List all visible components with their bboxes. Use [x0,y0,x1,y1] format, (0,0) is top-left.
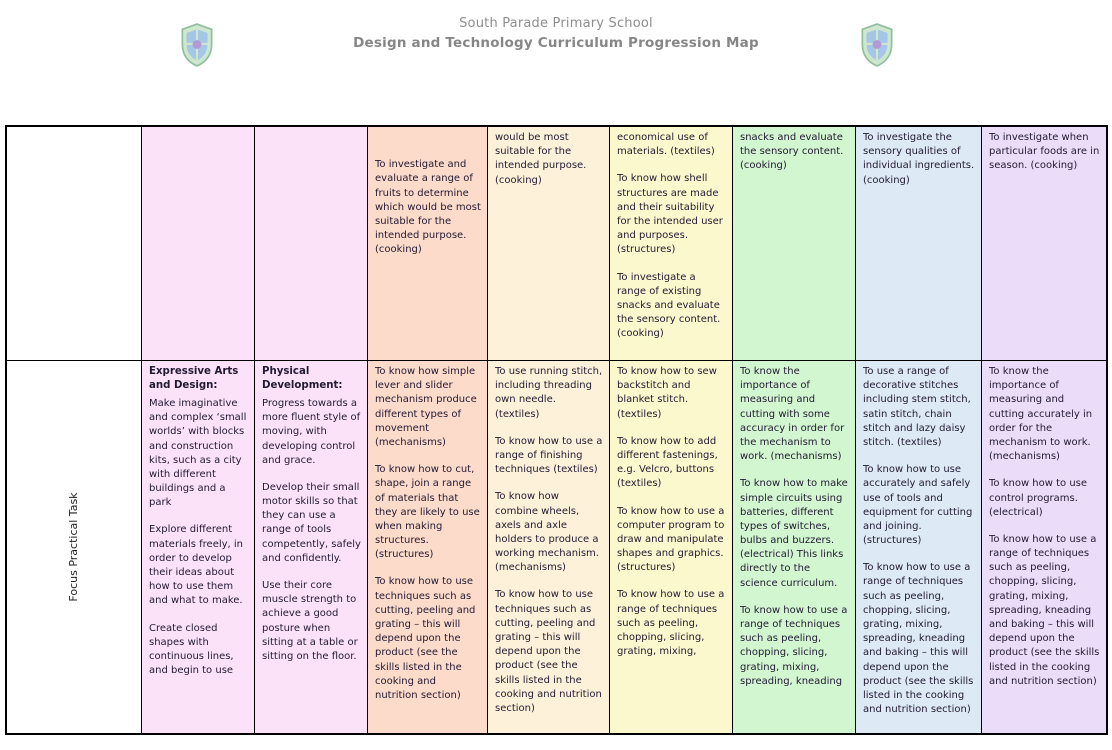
school-crest-left-icon [181,23,213,67]
cell-paragraph: To know how to use a range of finishing techniques (textiles) [495,435,603,476]
cell-paragraph: To know how combine wheels, axels and axle holders to produce a working mechanism. (mechanisms) [495,491,599,574]
cell-paragraph: Create closed shapes with continuous lines, and begin to use [149,622,234,677]
cell-paragraph: To use running stitch, including threading own needle. (textiles) [495,366,603,420]
school-name: South Parade Primary School [459,16,653,31]
cell-paragraph: To know how simple lever and slider mechanism produce different types of movement (mechanisms) [375,366,477,448]
table-cell [981,127,1106,360]
cell-paragraph: Make imaginative and complex ‘small worlds’ with blocks and construction kits, such as a city with different buildings and a park [149,397,247,509]
cell-paragraph: To know how to use a range of techniques such as peeling, chopping, slicing, grating, mixing, spreading, kneading [740,604,848,687]
page-title: Design and Technology Curriculum Progression Map [353,35,759,51]
table-cell [141,127,254,360]
table-cell [141,360,254,733]
cell-paragraph: To know how to use a range of techniques such as peeling, chopping, slicing, grating, mixing, spreading, kneading and baking – this will depend upon the product (see the skills listed in the cooking and nutrition section) [863,562,974,716]
cell-paragraph: Progress towards a more fluent style of moving, with developing control and grace. [262,397,361,466]
table-cell [732,127,855,360]
cell-paragraph: To investigate a range of existing snacks and evaluate the sensory content. (cooking) [617,271,721,340]
table-cell [367,127,487,360]
cell-paragraph: To know the importance of measuring and cutting accurately in order for the mechanism to work. (mechanisms) [989,366,1093,463]
cell-paragraph: To know how to use accurately and safely use of tools and equipment for cutting and joining. (structures) [863,464,973,547]
cell-paragraph: To know how to use a computer program to draw and manipulate shapes and graphics. (structures) [617,505,725,574]
cell-paragraph: To know how to use control programs. (electrical) [989,478,1088,518]
table-cell [981,360,1106,733]
cell-paragraph: To know how to sew backstitch and blanket stitch. (textiles) [617,366,717,420]
cell-paragraph: Expressive Arts and Design: [149,366,239,392]
cell-paragraph: To know how to use techniques such as cutting, peeling and grating – this will depend upon the product (see the skills listed in the cooking and nutrition section) [375,576,476,701]
table-cell [487,360,609,733]
header [0,16,1112,51]
cell-paragraph: Use their core muscle strength to achieve a good posture when sitting at a table or sitting on the floor. [262,580,358,662]
cell-paragraph: To know the importance of measuring and cutting with some accuracy in order for the mechanism to work. (mechanisms) [740,366,845,463]
cell-paragraph: To investigate and evaluate a range of fruits to determine which would be most suitable for the intended purpose. (cooking) [375,159,481,256]
cell-paragraph: To know how to add different fastenings, e.g. Velcro, buttons (textiles) [617,435,718,490]
cell-paragraph: To know how to make simple circuits using batteries, different types of switches, bulbs and buzzers. (electrical) This links directly to the science curriculum. [740,478,848,589]
table-cell [732,360,855,733]
table-cell [855,127,981,360]
cell-paragraph: snacks and evaluate the sensory content. (cooking) [740,132,844,172]
cell-paragraph: would be most suitable for the intended purpose. (cooking) [495,132,587,186]
table-cell [855,360,981,733]
cell-paragraph: economical use of materials. (textiles) [617,132,715,158]
cell-paragraph: To know how to use techniques such as cutting, peeling and grating – this will depend upon the product (see the skills listed in the cooking and nutrition section) [495,589,602,714]
cell-paragraph: To know how to use a range of techniques such as peeling, chopping, slicing, grating, mixing, spreading, kneading and baking – this will depend upon the product (see the skills listed in the cooking and nutrition section) [989,533,1100,687]
cell-paragraph: To know how shell structures are made and their suitability for the intended user and purposes. (structures) [617,173,723,256]
row-label-cell [7,127,141,360]
row-label: Focus Practical Task [67,492,81,602]
row-label-cell [7,360,141,733]
table-cell [254,127,367,360]
table-cell [609,360,732,733]
table-cell [487,127,609,360]
cell-paragraph [375,131,481,145]
cell-paragraph: To investigate the sensory qualities of individual ingredients. (cooking) [863,132,975,186]
cell-paragraph: Explore different materials freely, in order to develop their ideas about how to use them and what to make. [149,524,244,607]
cell-paragraph: Physical Development: [262,366,343,392]
cell-paragraph: To investigate when particular foods are in season. (cooking) [989,132,1100,172]
table-row [7,127,1106,360]
table-row [7,360,1106,733]
progression-table [5,125,1108,735]
cell-paragraph: To use a range of decorative stitches including stem stitch, satin stitch, chain stitch and lazy daisy stitch. (textiles) [863,366,971,448]
cell-paragraph: To know how to cut, shape, join a range of materials that they are likely to use when making structures. (structures) [375,464,480,561]
school-crest-right-icon [861,23,893,67]
cell-paragraph: Develop their small motor skills so that they can use a range of tools competently, safely and confidently. [262,481,361,564]
table-cell [367,360,487,733]
table-cell [609,127,732,360]
table-cell [254,360,367,733]
cell-paragraph: To know how to use a range of techniques such as peeling, chopping, slicing, grating, mixing, [617,589,725,658]
